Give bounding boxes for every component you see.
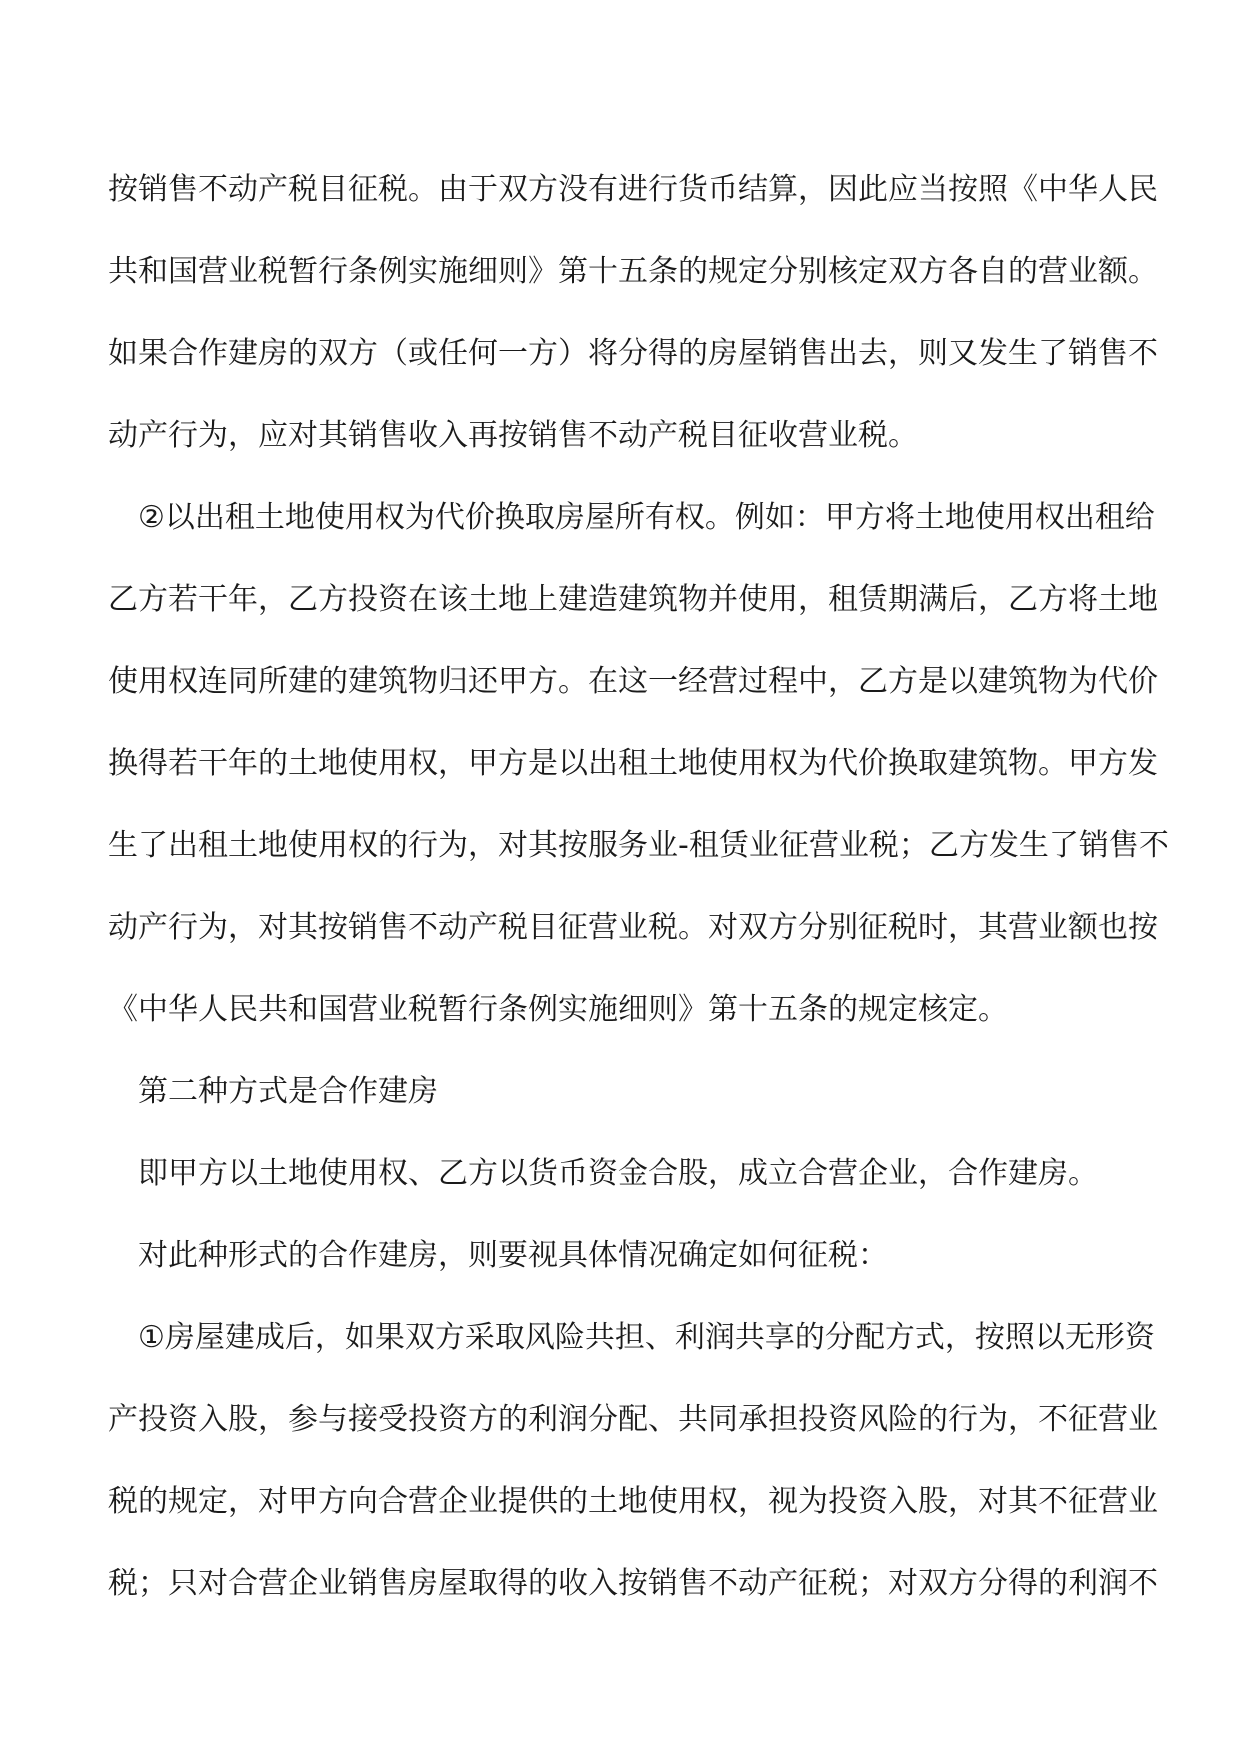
paragraph-line: 乙方若干年，乙方投资在该土地上建造建筑物并使用，租赁期满后，乙方将土地 [108, 582, 1158, 617]
paragraph-line: 按销售不动产税目征税。由于双方没有进行货币结算，因此应当按照《中华人民 [108, 172, 1158, 207]
paragraph-line: 生了出租土地使用权的行为，对其按服务业-租赁业征营业税；乙方发生了销售不 [108, 828, 1169, 863]
paragraph-line: ①房屋建成后，如果双方采取风险共担、利润共享的分配方式，按照以无形资 [138, 1320, 1155, 1355]
paragraph-line: 税；只对合营企业销售房屋取得的收入按销售不动产征税；对双方分得的利润不 [108, 1566, 1158, 1601]
section-heading: 第二种方式是合作建房 [138, 1074, 438, 1109]
paragraph-line: 税的规定，对甲方向合营企业提供的土地使用权，视为投资入股，对其不征营业 [108, 1484, 1158, 1519]
paragraph-line: ②以出租土地使用权为代价换取房屋所有权。例如：甲方将土地使用权出租给 [138, 500, 1155, 535]
paragraph-line: 如果合作建房的双方（或任何一方）将分得的房屋销售出去，则又发生了销售不 [108, 336, 1158, 371]
paragraph-line: 《中华人民共和国营业税暂行条例实施细则》第十五条的规定核定。 [108, 992, 1008, 1027]
paragraph-line: 换得若干年的土地使用权，甲方是以出租土地使用权为代价换取建筑物。甲方发 [108, 746, 1158, 781]
paragraph-line: 产投资入股，参与接受投资方的利润分配、共同承担投资风险的行为，不征营业 [108, 1402, 1158, 1437]
paragraph-line: 对此种形式的合作建房，则要视具体情况确定如何征税： [138, 1238, 888, 1273]
paragraph-line: 动产行为，对其按销售不动产税目征营业税。对双方分别征税时，其营业额也按 [108, 910, 1158, 945]
paragraph-line: 共和国营业税暂行条例实施细则》第十五条的规定分别核定双方各自的营业额。 [108, 254, 1158, 289]
paragraph-line: 使用权连同所建的建筑物归还甲方。在这一经营过程中，乙方是以建筑物为代价 [108, 664, 1158, 699]
paragraph-line: 动产行为，应对其销售收入再按销售不动产税目征收营业税。 [108, 418, 918, 453]
paragraph-line: 即甲方以土地使用权、乙方以货币资金合股，成立合营企业，合作建房。 [138, 1156, 1098, 1191]
